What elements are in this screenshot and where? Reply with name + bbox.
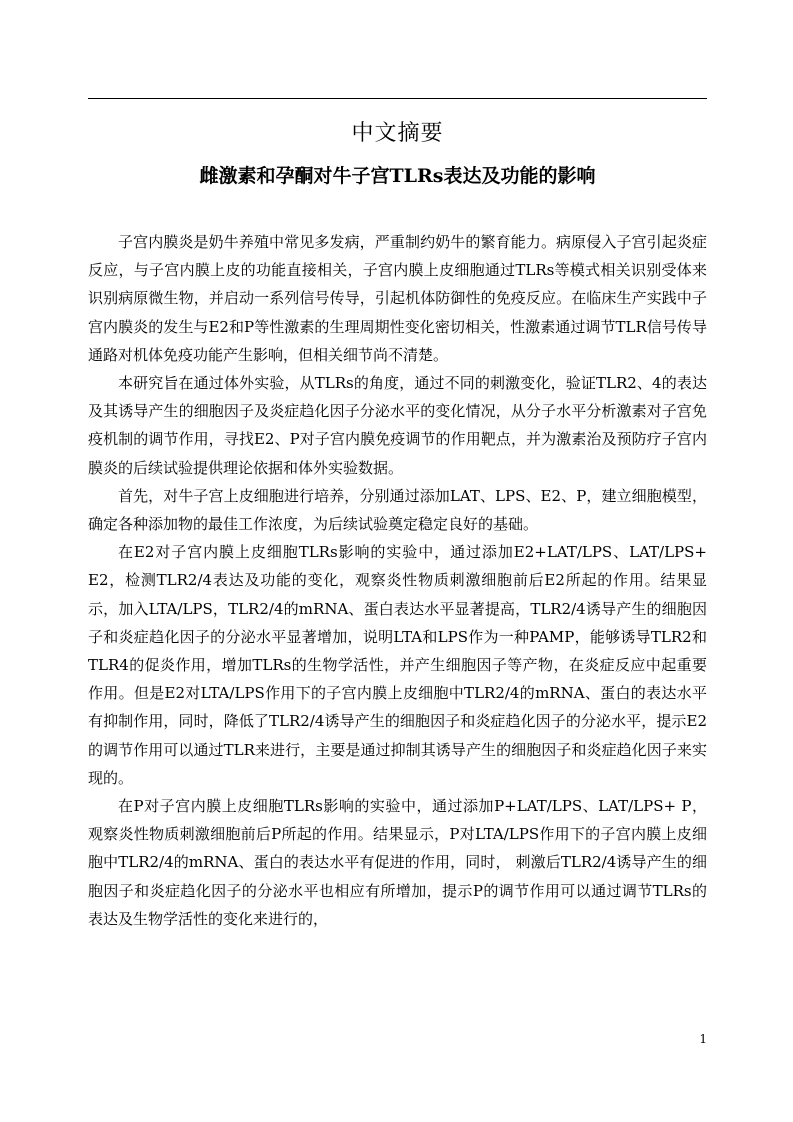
paper-subtitle: 雌激素和孕酮对牛子宫TLRs表达及功能的影响 <box>199 165 596 187</box>
abstract-paragraph-3: 首先，对牛子宫上皮细胞进行培养，分别通过添加LAT、LPS、E2、P，建立细胞模型，确定各种添加物的最佳工作浓度，为后续试验奠定稳定良好的基础。 <box>88 486 707 534</box>
page-title: 中文摘要 <box>351 121 444 146</box>
page-number: 1 <box>699 1032 707 1046</box>
abstract-paragraph-2: 本研究旨在通过体外实验，从TLRs的角度，通过不同的刺激变化，验证TLR2、4的表达及其诱导产生的细胞因子及炎症趋化因子分泌水平的变化情况，从分子水平分析激素对子宫免疫机制的调节作用，寻找E2、P对子宫内膜免疫调节的作用靶点，并为激素治及预防疗子宫内膜炎的后续试验提供理论依据和体外实验数据。 <box>88 374 707 477</box>
abstract-paragraph-1: 子宫内膜炎是奶牛养殖中常见多发病，严重制约奶牛的繁育能力。病原侵入子宫引起炎症反应，与子宫内膜上皮的功能直接相关，子宫内膜上皮细胞通过TLRs等模式相关识别受体来识别病原微生物，并启动一系列信号传导，引起机体防御性的免疫反应。在临床生产实践中子宫内膜炎的发生与E2和P等性激素的生理周期性变化密切相关，性激素通过调节TLR信号传导通路对机体免疫功能产生影响，但相关细节尚不清楚。 <box>88 233 707 364</box>
abstract-paragraph-5: 在P对子宫内膜上皮细胞TLRs影响的实验中，通过添加P+LAT/LPS、LAT/LPS+ P，观察炎性物质刺激细胞前后P所起的作用。结果显示，P对LTA/LPS作用下的子宫内膜上皮细胞中TLR2/4的mRNA、蛋白的表达水平有促进的作用，同时， 刺激后TLR2/4诱导产生的细胞因子和炎症趋化因子的分泌水平也相应有所增加，提示P的调节作用可以通过调节TLRs的表达及生物学活性的变化来进行的， <box>88 797 707 928</box>
abstract-body <box>88 228 707 933</box>
abstract-paragraph-4: 在E2对子宫内膜上皮细胞TLRs影响的实验中，通过添加E2+LAT/LPS、LAT/LPS+ E2，检测TLR2/4表达及功能的变化，观察炎性物质刺激细胞前后E2所起的作用。结果显示，加入LTA/LPS，TLR2/4的mRNA、蛋白表达水平显著提高，TLR2/4诱导产生的细胞因子和炎症趋化因子的分泌水平显著增加，说明LTA和LPS作为一种PAMP，能够诱导TLR2和TLR4的促炎作用，增加TLRs的生物学活性，并产生细胞因子等产物，在炎症反应中起重要作用。但是E2对LTA/LPS作用下的子宫内膜上皮细胞中TLR2/4的mRNA、蛋白的表达水平有抑制作用，同时，降低了TLR2/4诱导产生的细胞因子和炎症趋化因子的分泌水平，提示E2的调节作用可以通过TLR来进行，主要是通过抑制其诱导产生的细胞因子和炎症趋化因子来实现的。 <box>88 543 707 787</box>
header-rule <box>88 98 707 99</box>
